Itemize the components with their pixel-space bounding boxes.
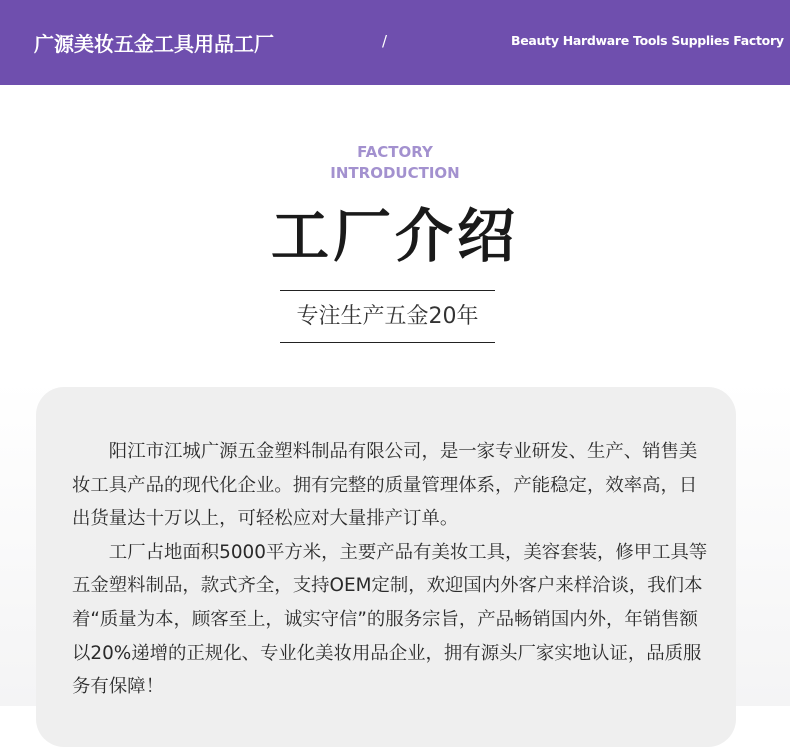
intro-text bbox=[72, 435, 712, 704]
eyebrow-line-2: INTRODUCTION bbox=[330, 164, 460, 182]
section-title: 工厂介绍 bbox=[270, 202, 519, 270]
intro-paragraph-1: 阳江市江城广源五金塑料制品有限公司，是一家专业研发、生产、销售美妆工具产品的现代化企业。拥有完整的质量管理体系，产能稳定，效率高，日出货量达十万以上，可轻松应对大量排产订单。 bbox=[72, 441, 698, 530]
eyebrow-line-1: FACTORY bbox=[357, 143, 433, 161]
subtitle-rule-top bbox=[280, 290, 495, 291]
brand-name: 广源美妆五金工具用品工厂 bbox=[34, 32, 274, 56]
header-separator: / bbox=[382, 32, 388, 50]
section-subtitle: 专注生产五金20年 bbox=[296, 304, 479, 329]
intro-paragraph-2: 工厂占地面积5000平方米，主要产品有美妆工具，美容套装，修甲工具等五金塑料制品，款式齐全，支持OEM定制，欢迎国内外客户来样洽谈，我们本着“质量为本，顾客至上，诚实守信”的服务宗旨，产品畅销国内外，年销售额以20%递增的正规化、专业化美妆用品企业，拥有源头厂家实地认证，品质服务有保障！ bbox=[72, 541, 708, 698]
english-name: Beauty Hardware Tools Supplies Factory bbox=[511, 33, 784, 48]
header-bar bbox=[0, 0, 790, 85]
subtitle-rule-bottom bbox=[280, 342, 495, 343]
